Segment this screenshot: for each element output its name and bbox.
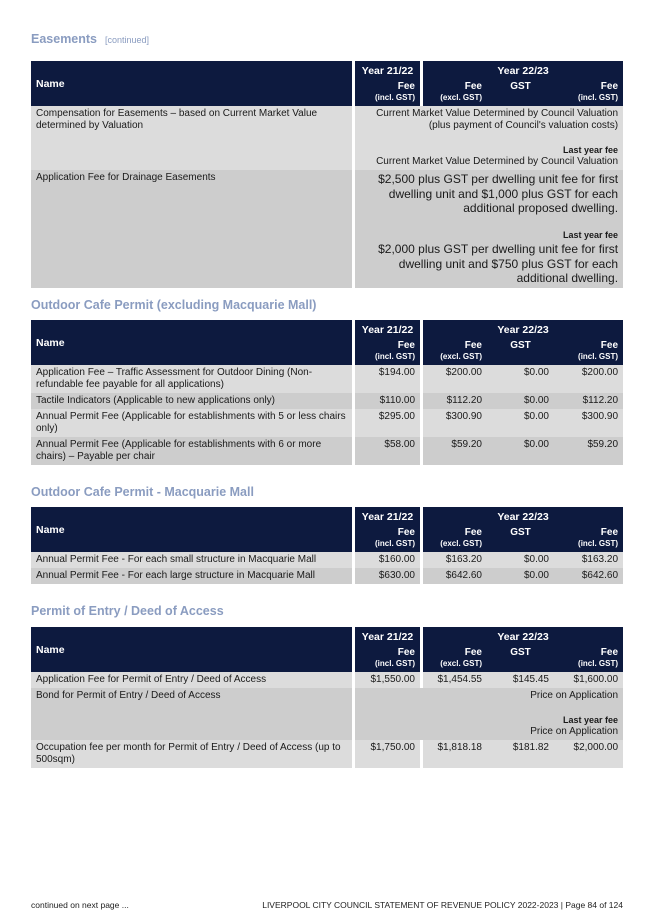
header-excl: (excl. GST) (420, 93, 487, 106)
last-year-label: Last year fee (562, 145, 619, 155)
header-name: Name (31, 507, 352, 552)
last-year-label: Last year fee (562, 229, 619, 240)
header-year-curr: Year 22/23 (420, 627, 623, 645)
header-incl: (incl. GST) (554, 539, 623, 552)
header-fee: Fee (352, 79, 420, 93)
table-row: Annual Permit Fee - For each large structure in Macquarie Mall $630.00 $642.60 $0.00 $642.60 (31, 568, 623, 584)
header-year-prev: Year 21/22 (352, 61, 420, 79)
table-row: Annual Permit Fee (Applicable for establishments with 6 or more chairs) – Payable per chair $58.00 $59.20 $0.00 $59.20 (31, 437, 623, 465)
header-incl: (incl. GST) (352, 659, 420, 672)
header-gst: GST (487, 79, 554, 93)
table-row: Application Fee for Permit of Entry / Deed of Access $1,550.00 $1,454.55 $145.45 $1,600.00 (31, 672, 623, 688)
row-fee-text: Price on Application Last year fee Price on Application (352, 688, 623, 740)
row-name: Compensation for Easements – based on Current Market Value determined by Valuation (31, 106, 352, 170)
table-row: Annual Permit Fee (Applicable for establishments with 5 or less chairs only) $295.00 $300.90 $0.00 $300.90 (31, 409, 623, 437)
cafe-table (31, 320, 623, 465)
header-fee: Fee (420, 79, 487, 93)
header-fee: Fee (554, 525, 623, 539)
footer-page-info: LIVERPOOL CITY COUNCIL STATEMENT OF REVENUE POLICY 2022-2023 | Page 84 of 124 (262, 900, 623, 910)
header-fee: Fee (420, 338, 487, 352)
header-year-curr: Year 22/23 (420, 320, 623, 338)
table-row: Tactile Indicators (Applicable to new applications only) $110.00 $112.20 $0.00 $112.20 (31, 393, 623, 409)
header-name: Name (31, 320, 352, 365)
header-year-curr: Year 22/23 (420, 61, 623, 79)
header-incl: (incl. GST) (352, 539, 420, 552)
header-name: Name (31, 627, 352, 672)
table-row (31, 170, 623, 288)
continued-label: [continued] (105, 35, 150, 45)
section-title-mall: Outdoor Cafe Permit - Macquarie Mall (31, 485, 254, 499)
row-fee-text: $2,500 plus GST per dwelling unit fee for first dwelling unit and $1,000 plus GST for each additional proposed dwelling. Last year fee $2,000 plus GST per dwelling unit fee for first dwelling unit and $750 plus GST for each additional dwelling. (352, 170, 623, 288)
row-fee-text: Current Market Value Determined by Council Valuation (plus payment of Council's valuation costs) Last year fee Current Market Value Determined by Council Valuation (352, 106, 623, 170)
table-row: Annual Permit Fee - For each small structure in Macquarie Mall $160.00 $163.20 $0.00 $163.20 (31, 552, 623, 568)
section-title-easements (31, 32, 149, 46)
header-fee: Fee (554, 79, 623, 93)
table-row (31, 106, 623, 170)
footer-continued: continued on next page ... (31, 900, 129, 910)
header-year-prev: Year 21/22 (352, 627, 420, 645)
header-incl: (incl. GST) (352, 93, 420, 106)
row-name: Application Fee for Drainage Easements (31, 170, 352, 288)
header-fee: Fee (352, 338, 420, 352)
header-excl: (excl. GST) (420, 539, 487, 552)
header-incl: (incl. GST) (554, 659, 623, 672)
header-fee: Fee (554, 338, 623, 352)
header-year-prev: Year 21/22 (352, 507, 420, 525)
last-year-label: Last year fee (562, 715, 619, 725)
header-gst: GST (487, 525, 554, 539)
table-row: Occupation fee per month for Permit of Entry / Deed of Access (up to 500sqm) $1,750.00 $1,818.18 $181.82 $2,000.00 (31, 740, 623, 768)
section-title-entry: Permit of Entry / Deed of Access (31, 604, 224, 618)
header-fee: Fee (352, 645, 420, 659)
section-title-cafe: Outdoor Cafe Permit (excluding Macquarie Mall) (31, 298, 317, 312)
mall-table (31, 507, 623, 584)
header-fee: Fee (420, 525, 487, 539)
header-excl: (excl. GST) (420, 659, 487, 672)
header-name: Name (31, 61, 352, 106)
header-incl: (incl. GST) (554, 93, 623, 106)
header-fee: Fee (352, 525, 420, 539)
table-row: Application Fee – Traffic Assessment for Outdoor Dining (Non-refundable fee payable for all applications) $194.00 $200.00 $0.00 $200.00 (31, 365, 623, 393)
header-incl: (incl. GST) (554, 352, 623, 365)
header-fee: Fee (420, 645, 487, 659)
header-incl: (incl. GST) (352, 352, 420, 365)
header-gst: GST (487, 338, 554, 352)
header-year-prev: Year 21/22 (352, 320, 420, 338)
header-year-curr: Year 22/23 (420, 507, 623, 525)
easements-table (31, 61, 623, 288)
entry-table (31, 627, 623, 768)
section-title-text: Easements (31, 32, 98, 46)
header-gst: GST (487, 645, 554, 659)
table-row: Bond for Permit of Entry / Deed of Access Price on Application Last year fee Price on Application (31, 688, 623, 740)
header-excl: (excl. GST) (420, 352, 487, 365)
header-fee: Fee (554, 645, 623, 659)
